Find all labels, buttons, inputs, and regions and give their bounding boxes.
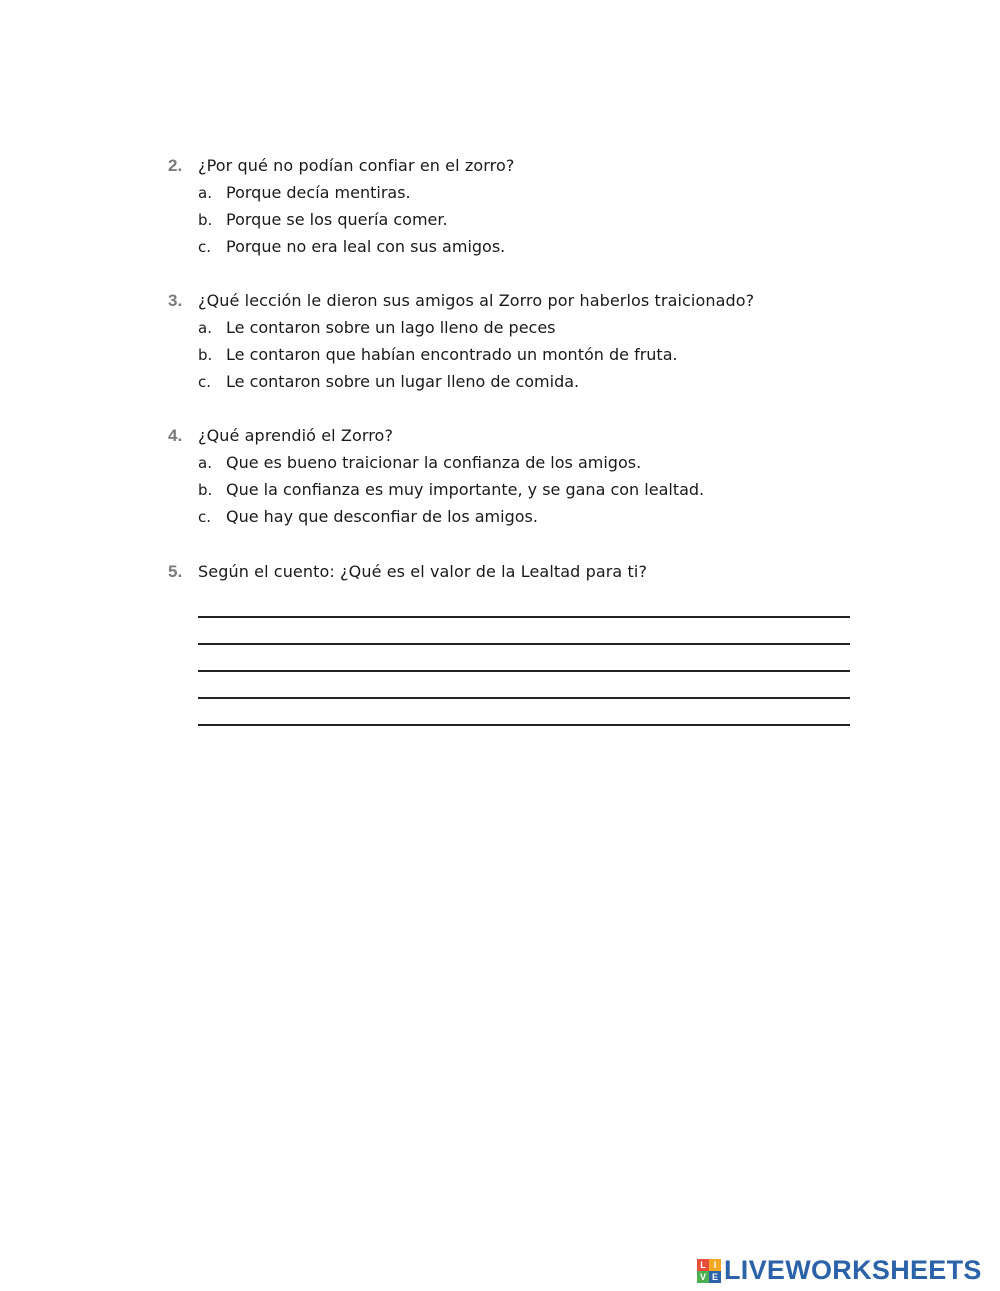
option-letter: b. bbox=[198, 481, 213, 499]
question-number: 5. bbox=[168, 562, 183, 581]
brand-name: LIVEWORKSHEETS bbox=[724, 1255, 982, 1285]
option-letter: c. bbox=[198, 238, 212, 256]
option-text: Le contaron sobre un lugar lleno de comida. bbox=[226, 372, 580, 391]
logo-letter-i: I bbox=[709, 1259, 721, 1271]
option-letter: c. bbox=[198, 508, 212, 526]
answer-line[interactable] bbox=[198, 591, 850, 618]
answer-option-b[interactable] bbox=[198, 210, 868, 237]
option-letter: a. bbox=[198, 454, 212, 472]
question-number: 3. bbox=[168, 291, 183, 310]
answer-line[interactable] bbox=[198, 672, 850, 699]
question-3 bbox=[168, 291, 868, 399]
option-letter: b. bbox=[198, 211, 213, 229]
logo-letter-l: L bbox=[697, 1259, 709, 1271]
answer-option-a[interactable] bbox=[198, 183, 868, 210]
answer-option-c[interactable] bbox=[198, 372, 868, 399]
question-text: Según el cuento: ¿Qué es el valor de la Lealtad para ti? bbox=[198, 562, 648, 581]
option-text: Que hay que desconfiar de los amigos. bbox=[226, 507, 538, 526]
question-number: 4. bbox=[168, 426, 183, 445]
answer-option-c[interactable] bbox=[198, 237, 868, 264]
answer-option-a[interactable] bbox=[198, 318, 868, 345]
answer-option-b[interactable] bbox=[198, 480, 868, 507]
answer-line[interactable] bbox=[198, 645, 850, 672]
option-text: Que la confianza es muy importante, y se gana con lealtad. bbox=[226, 480, 705, 499]
question-text: ¿Qué aprendió el Zorro? bbox=[198, 426, 394, 445]
answer-option-b[interactable] bbox=[198, 345, 868, 372]
live-blocks-icon bbox=[697, 1259, 721, 1283]
question-header bbox=[168, 291, 868, 318]
option-text: Porque no era leal con sus amigos. bbox=[226, 237, 506, 256]
answer-option-a[interactable] bbox=[198, 453, 868, 480]
question-5 bbox=[168, 562, 868, 726]
question-2 bbox=[168, 156, 868, 264]
option-letter: a. bbox=[198, 319, 212, 337]
question-4 bbox=[168, 426, 868, 534]
answer-line[interactable] bbox=[198, 618, 850, 645]
answer-line[interactable] bbox=[198, 699, 850, 726]
liveworksheets-logo bbox=[697, 1255, 982, 1286]
option-letter: a. bbox=[198, 184, 212, 202]
question-text: ¿Por qué no podían confiar en el zorro? bbox=[198, 156, 515, 175]
answer-area[interactable] bbox=[198, 591, 868, 726]
option-text: Que es bueno traicionar la confianza de los amigos. bbox=[226, 453, 642, 472]
logo-letter-v: V bbox=[697, 1271, 709, 1283]
option-letter: c. bbox=[198, 373, 212, 391]
question-header bbox=[168, 426, 868, 453]
logo-letter-e: E bbox=[709, 1271, 721, 1283]
answer-option-c[interactable] bbox=[198, 507, 868, 534]
question-number: 2. bbox=[168, 156, 183, 175]
question-text: ¿Qué lección le dieron sus amigos al Zorro por haberlos traicionado? bbox=[198, 291, 755, 310]
option-text: Porque decía mentiras. bbox=[226, 183, 411, 202]
question-header bbox=[168, 156, 868, 183]
option-letter: b. bbox=[198, 346, 213, 364]
option-text: Le contaron que habían encontrado un montón de fruta. bbox=[226, 345, 678, 364]
question-header bbox=[168, 562, 868, 589]
option-text: Porque se los quería comer. bbox=[226, 210, 448, 229]
option-text: Le contaron sobre un lago lleno de peces bbox=[226, 318, 556, 337]
